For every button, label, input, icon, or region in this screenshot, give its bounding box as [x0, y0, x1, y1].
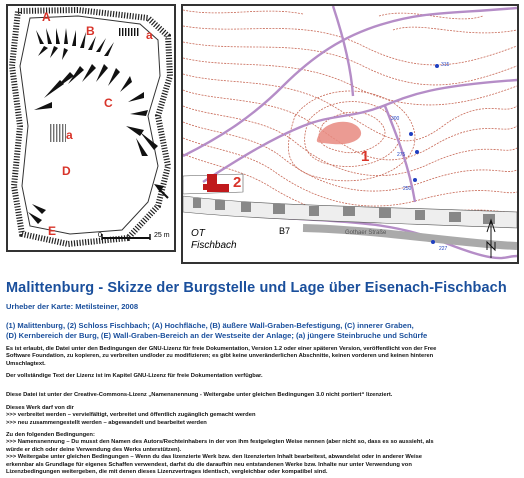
street-label: Gothaer Straße: [345, 230, 387, 236]
label-e: E: [48, 224, 57, 238]
license-line: würde er dich oder deine Verwendung des Werks unterstützen).: [6, 446, 182, 453]
license-line: >>> Weitergabe unter gleichen Bedingungen – Wenn du das lizenzierte Werk bzw. den lizenzierten Inhalt bearbeitest, abwandelst oder in anderer Weise: [6, 454, 423, 461]
license-line: erkennbar als Grundlage für eigenes Schaffen verwendest, darfst du die daraufhin neu entstandenen Werke bzw. Inhalte nur unter Verwendung von: [6, 461, 412, 468]
license-line: >>> Namensnennung – Du musst den Namen des Autors/Rechteinhabers in der von ihm festgelegten Weise nennen (aber nicht so, dass es so aussieht, als: [6, 439, 434, 446]
license-permissions: [6, 405, 518, 427]
schloss-building: [203, 174, 229, 192]
license-line: Software Foundation, zu kopieren, zu verbreiten und/oder zu modifizieren; es gibt keine unveränderlichen Abschnitte, keinen vorderen und keinen hinteren: [6, 353, 434, 360]
elevation-300: 300: [391, 116, 400, 122]
label-b: B: [86, 24, 95, 38]
license-line: Dieses Werk darf von dir: [6, 405, 74, 411]
page-title: Malittenburg - Skizze der Burgstelle und Lage über Eisenach-Fischbach: [6, 280, 507, 296]
castle-area-marker: [317, 122, 361, 145]
license-full-text: [6, 373, 518, 380]
label-c: C: [104, 96, 113, 110]
elevation-315: 315: [441, 62, 450, 68]
place-fischbach: Fischbach: [191, 240, 237, 251]
label-a-upper: A: [42, 10, 51, 24]
license-line: Der vollständige Text der Lizenz ist im Kapitel GNU-Lizenz für freie Dokumentation verfügbar.: [6, 373, 263, 379]
scale-end: 25 m: [154, 232, 170, 239]
elevation-250: 250: [403, 186, 412, 192]
label-a-small-mid: a: [66, 128, 73, 142]
topographic-drawing: [183, 6, 517, 262]
map-author: Urheber der Karte: Metilsteiner, 2008: [6, 302, 139, 311]
elevation-227: 227: [439, 246, 448, 252]
label-a-small-top: a: [146, 28, 153, 42]
location-map: [181, 4, 519, 264]
license-line: Zu den folgenden Bedingungen:: [6, 432, 95, 438]
map-legend: [6, 321, 518, 341]
legend-line: (D) Kernbereich der Burg, (E) Wall-Graben-Bereich an der Westseite der Anlage; (a) jüngere Steinbruche und Schürfe: [6, 331, 428, 340]
road-b7: B7: [279, 226, 291, 236]
license-cc: [6, 392, 518, 399]
label-2: 2: [233, 174, 242, 191]
license-line: Es ist erlaubt, die Datei unter den Bedingungen der GNU-Lizenz für freie Dokumentation, Version 1.2 oder einer späteren Version, veröffentlicht von der Free: [6, 346, 437, 352]
label-1: 1: [361, 148, 370, 165]
license-line: >>> neu zusammengestellt werden – abgewandelt und bearbeitet werden: [6, 419, 207, 426]
license-conditions: [6, 432, 518, 476]
scale-zero: 0: [98, 232, 102, 239]
castle-sketch-drawing: [8, 6, 174, 250]
castle-sketch-map: [6, 4, 176, 252]
license-line: Diese Datei ist unter der Creative-Commons-Lizenz „Namensnennung - Weitergabe unter gleichen Bedingungen 3.0 nicht portiert“ lizenziert.: [6, 392, 393, 398]
license-line: >>> verbreitet werden – vervielfältigt, verbreitet und öffentlich zugänglich gemacht werden: [6, 412, 256, 419]
license-gnu: [6, 346, 518, 368]
license-line: Lizenzbedingungen weitergeben, die mit denen dieses Lizenzvertrages identisch, vergleichbar oder kompatibel sind.: [6, 469, 328, 476]
place-ot: OT: [191, 228, 205, 239]
legend-line: (1) Malittenburg, (2) Schloss Fischbach; (A) Hochfläche, (B) äußere Wall-Graben-Befestigung, (C) innerer Graben,: [6, 321, 414, 330]
elevation-275: 275: [397, 152, 406, 158]
label-d: D: [62, 164, 71, 178]
license-line: Umschlagtext.: [6, 360, 46, 367]
